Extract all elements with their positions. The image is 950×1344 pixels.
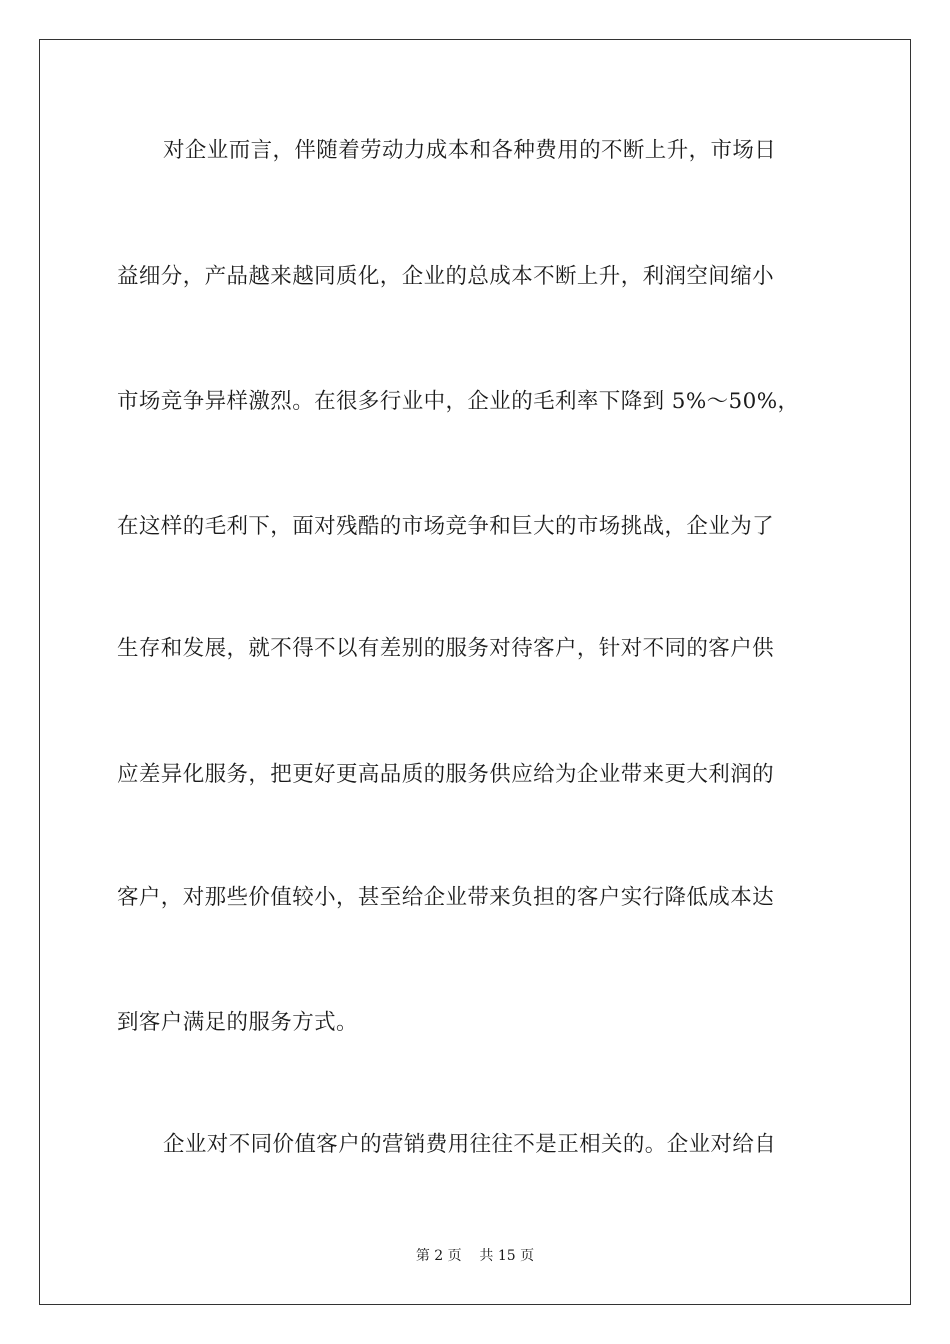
page-number-footer: 第 2 页 共 15 页 [415, 1248, 535, 1264]
paragraph-1-line-5: 生存和发展，就不得不以有差别的服务对待客户，针对不同的客户供 [117, 636, 775, 661]
paragraph-1-line-6: 应差异化服务，把更好更高品质的服务供应给为企业带来更大利润的 [117, 762, 775, 787]
paragraph-1-line-2: 益细分，产品越来越同质化，企业的总成本不断上升，利润空间缩小 [117, 264, 775, 289]
paragraph-1-line-8: 到客户满足的服务方式。 [117, 1010, 358, 1035]
paragraph-2-line-1: 企业对不同价值客户的营销费用往往不是正相关的。企业对给自 [163, 1132, 777, 1157]
paragraph-1-line-3: 市场竞争异样激烈。在很多行业中，企业的毛利率下降到 5%～50%， [117, 389, 800, 414]
paragraph-1-line-7: 客户，对那些价值较小，甚至给企业带来负担的客户实行降低成本达 [117, 885, 775, 910]
paragraph-1-line-4: 在这样的毛利下，面对残酷的市场竞争和巨大的市场挑战，企业为了 [117, 514, 775, 539]
page-border [39, 39, 911, 1305]
paragraph-1-line-1: 对企业而言，伴随着劳动力成本和各种费用的不断上升，市场日 [163, 138, 777, 163]
